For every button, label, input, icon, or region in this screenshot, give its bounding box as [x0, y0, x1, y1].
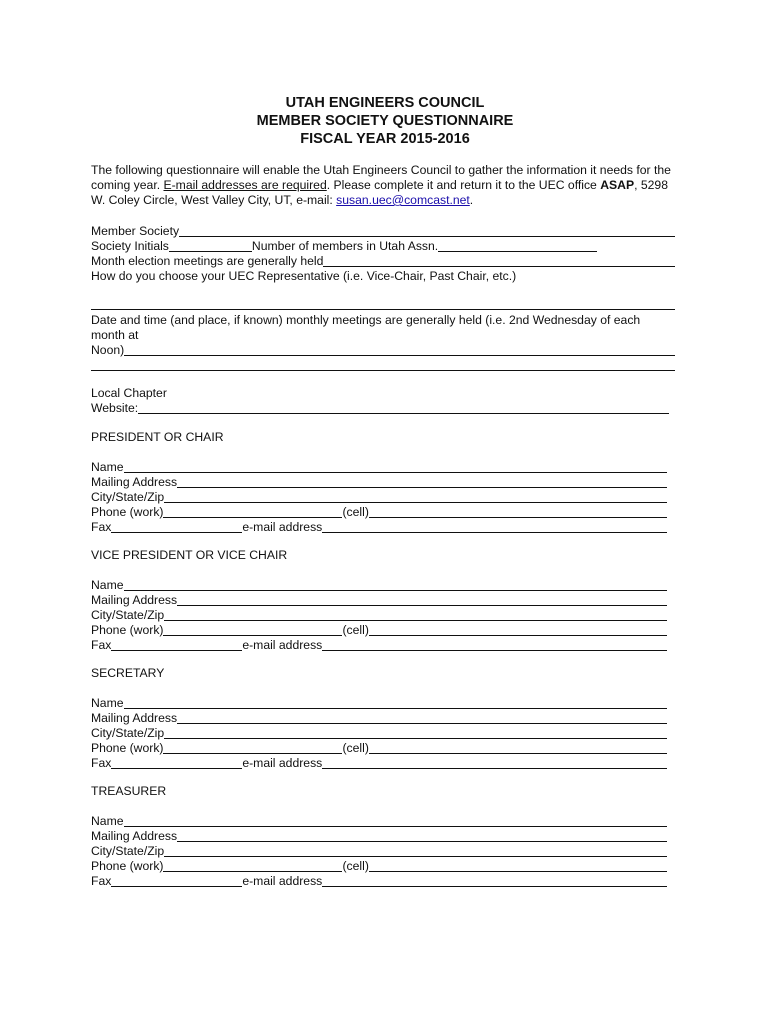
- president-cell-field[interactable]: [369, 506, 667, 518]
- vice-mailing-row: [91, 593, 667, 608]
- phone-label: Phone (work): [91, 505, 164, 519]
- title-year: FISCAL YEAR 2015-2016: [300, 131, 470, 147]
- local-chapter-label: Local Chapter: [91, 386, 167, 400]
- name-label: Name: [91, 814, 124, 828]
- meeting-q3-row: [91, 343, 675, 358]
- vice-mailing-field[interactable]: [177, 594, 667, 606]
- president-mailing-row: [91, 475, 667, 490]
- president-mailing-field[interactable]: [177, 476, 667, 488]
- election-row: [91, 254, 675, 269]
- intro-text-3: , 5298 W. Coley Circle, West Valley City, UT, e-mail:: [91, 178, 668, 207]
- treasurer-fax-row: [91, 874, 667, 889]
- president-section: [91, 430, 667, 535]
- vice-city-field[interactable]: [164, 609, 667, 621]
- intro-paragraph: [91, 163, 683, 208]
- meeting-question-cont: month at: [91, 328, 139, 342]
- general-info: [91, 224, 675, 371]
- treasurer-phone-row: [91, 859, 667, 874]
- secretary-fax-row: [91, 756, 667, 771]
- election-label: Month election meetings are generally held: [91, 254, 324, 268]
- president-city-row: [91, 490, 667, 505]
- treasurer-city-row: [91, 844, 667, 859]
- meeting-q1-row: [91, 313, 675, 328]
- contact-email-link[interactable]: susan.uec@comcast.net: [336, 193, 470, 207]
- treasurer-name-row: [91, 814, 667, 829]
- treasurer-name-field[interactable]: [124, 815, 667, 827]
- meeting-field[interactable]: [124, 344, 675, 356]
- treasurer-mailing-field[interactable]: [177, 830, 667, 842]
- vice-phone-field[interactable]: [163, 624, 342, 636]
- vice-fax-row: [91, 638, 667, 653]
- member-society-field[interactable]: [179, 225, 675, 237]
- intro-required: E-mail addresses are required: [163, 178, 327, 192]
- society-initials-field[interactable]: [169, 240, 252, 252]
- phone-label: Phone (work): [91, 741, 164, 755]
- vice-phone-row: [91, 623, 667, 638]
- email-label: e-mail address: [242, 638, 323, 652]
- treasurer-fax-field[interactable]: [111, 875, 242, 887]
- secretary-name-field[interactable]: [124, 697, 667, 709]
- secretary-city-field[interactable]: [164, 727, 667, 739]
- cell-label: (cell): [342, 741, 369, 755]
- meeting-question-label: Date and time (and place, if known) monthly meetings are generally held (i.e. 2nd Wednesday of each: [91, 313, 641, 327]
- vice-email-field[interactable]: [322, 639, 667, 651]
- treasurer-heading: TREASURER: [91, 784, 167, 798]
- president-name-field[interactable]: [124, 461, 667, 473]
- president-phone-field[interactable]: [163, 506, 342, 518]
- cell-label: (cell): [342, 859, 369, 873]
- vice-fax-field[interactable]: [111, 639, 242, 651]
- rep-answer-field[interactable]: [91, 294, 675, 310]
- vice-cell-field[interactable]: [369, 624, 667, 636]
- treasurer-city-field[interactable]: [164, 845, 667, 857]
- vice-president-heading: VICE PRESIDENT OR VICE CHAIR: [91, 548, 288, 562]
- president-name-row: [91, 460, 667, 475]
- president-city-field[interactable]: [164, 491, 667, 503]
- name-label: Name: [91, 460, 124, 474]
- treasurer-mailing-row: [91, 829, 667, 844]
- title-form: MEMBER SOCIETY QUESTIONNAIRE: [256, 113, 514, 129]
- cell-label: (cell): [342, 623, 369, 637]
- rep-question-label: How do you choose your UEC Representative (i.e. Vice-Chair, Past Chair, etc.): [91, 269, 517, 283]
- fax-label: Fax: [91, 756, 112, 770]
- name-label: Name: [91, 696, 124, 710]
- phone-label: Phone (work): [91, 859, 164, 873]
- treasurer-email-field[interactable]: [322, 875, 667, 887]
- mailing-label: Mailing Address: [91, 475, 178, 489]
- president-heading: PRESIDENT OR CHAIR: [91, 430, 224, 444]
- society-initials-label: Society Initials: [91, 239, 169, 253]
- president-email-field[interactable]: [322, 521, 667, 533]
- members-count-field[interactable]: [438, 240, 597, 252]
- title-block: [0, 94, 770, 148]
- website-label: Website:: [91, 401, 139, 415]
- secretary-cell-field[interactable]: [369, 742, 667, 754]
- treasurer-phone-field[interactable]: [163, 860, 342, 872]
- treasurer-cell-field[interactable]: [369, 860, 667, 872]
- treasurer-section: [91, 784, 667, 889]
- members-count-label: Number of members in Utah Assn.: [251, 239, 439, 253]
- mailing-label: Mailing Address: [91, 593, 178, 607]
- vice-name-field[interactable]: [124, 579, 667, 591]
- secretary-email-field[interactable]: [322, 757, 667, 769]
- meeting-field-2[interactable]: [91, 358, 675, 371]
- city-label: City/State/Zip: [91, 844, 165, 858]
- email-label: e-mail address: [242, 756, 323, 770]
- member-society-row: [91, 224, 675, 239]
- intro-text-1: The following questionnaire will enable the Utah Engineers Council to gather the information it needs for the coming year.: [91, 163, 671, 192]
- fax-label: Fax: [91, 520, 112, 534]
- meeting-question-end: Noon): [91, 343, 125, 357]
- city-label: City/State/Zip: [91, 608, 165, 622]
- name-label: Name: [91, 578, 124, 592]
- email-label: e-mail address: [242, 520, 323, 534]
- intro-text-2: . Please complete it and return it to the UEC office: [326, 178, 601, 192]
- secretary-phone-field[interactable]: [163, 742, 342, 754]
- city-label: City/State/Zip: [91, 490, 165, 504]
- secretary-mailing-field[interactable]: [177, 712, 667, 724]
- vice-city-row: [91, 608, 667, 623]
- member-society-label: Member Society: [91, 224, 180, 238]
- local-chapter: [91, 386, 669, 416]
- email-label: e-mail address: [242, 874, 323, 888]
- title-org: UTAH ENGINEERS COUNCIL: [285, 95, 485, 111]
- president-phone-row: [91, 505, 667, 520]
- vice-name-row: [91, 578, 667, 593]
- intro-asap: ASAP: [600, 178, 635, 192]
- mailing-label: Mailing Address: [91, 829, 178, 843]
- secretary-mailing-row: [91, 711, 667, 726]
- intro-text-4: .: [469, 193, 474, 207]
- meeting-q2-row: [91, 328, 675, 343]
- secretary-section: [91, 666, 667, 771]
- cell-label: (cell): [342, 505, 369, 519]
- website-row: [91, 401, 669, 416]
- rep-question-row: [91, 269, 675, 284]
- secretary-phone-row: [91, 741, 667, 756]
- society-initials-row: [91, 239, 675, 254]
- fax-label: Fax: [91, 874, 112, 888]
- vice-president-section: [91, 548, 667, 653]
- city-label: City/State/Zip: [91, 726, 165, 740]
- secretary-heading: SECRETARY: [91, 666, 165, 680]
- secretary-fax-field[interactable]: [111, 757, 242, 769]
- election-field[interactable]: [323, 255, 675, 267]
- website-field[interactable]: [138, 402, 669, 414]
- mailing-label: Mailing Address: [91, 711, 178, 725]
- fax-label: Fax: [91, 638, 112, 652]
- local-chapter-row: [91, 386, 669, 401]
- president-fax-row: [91, 520, 667, 535]
- president-fax-field[interactable]: [111, 521, 242, 533]
- secretary-name-row: [91, 696, 667, 711]
- secretary-city-row: [91, 726, 667, 741]
- phone-label: Phone (work): [91, 623, 164, 637]
